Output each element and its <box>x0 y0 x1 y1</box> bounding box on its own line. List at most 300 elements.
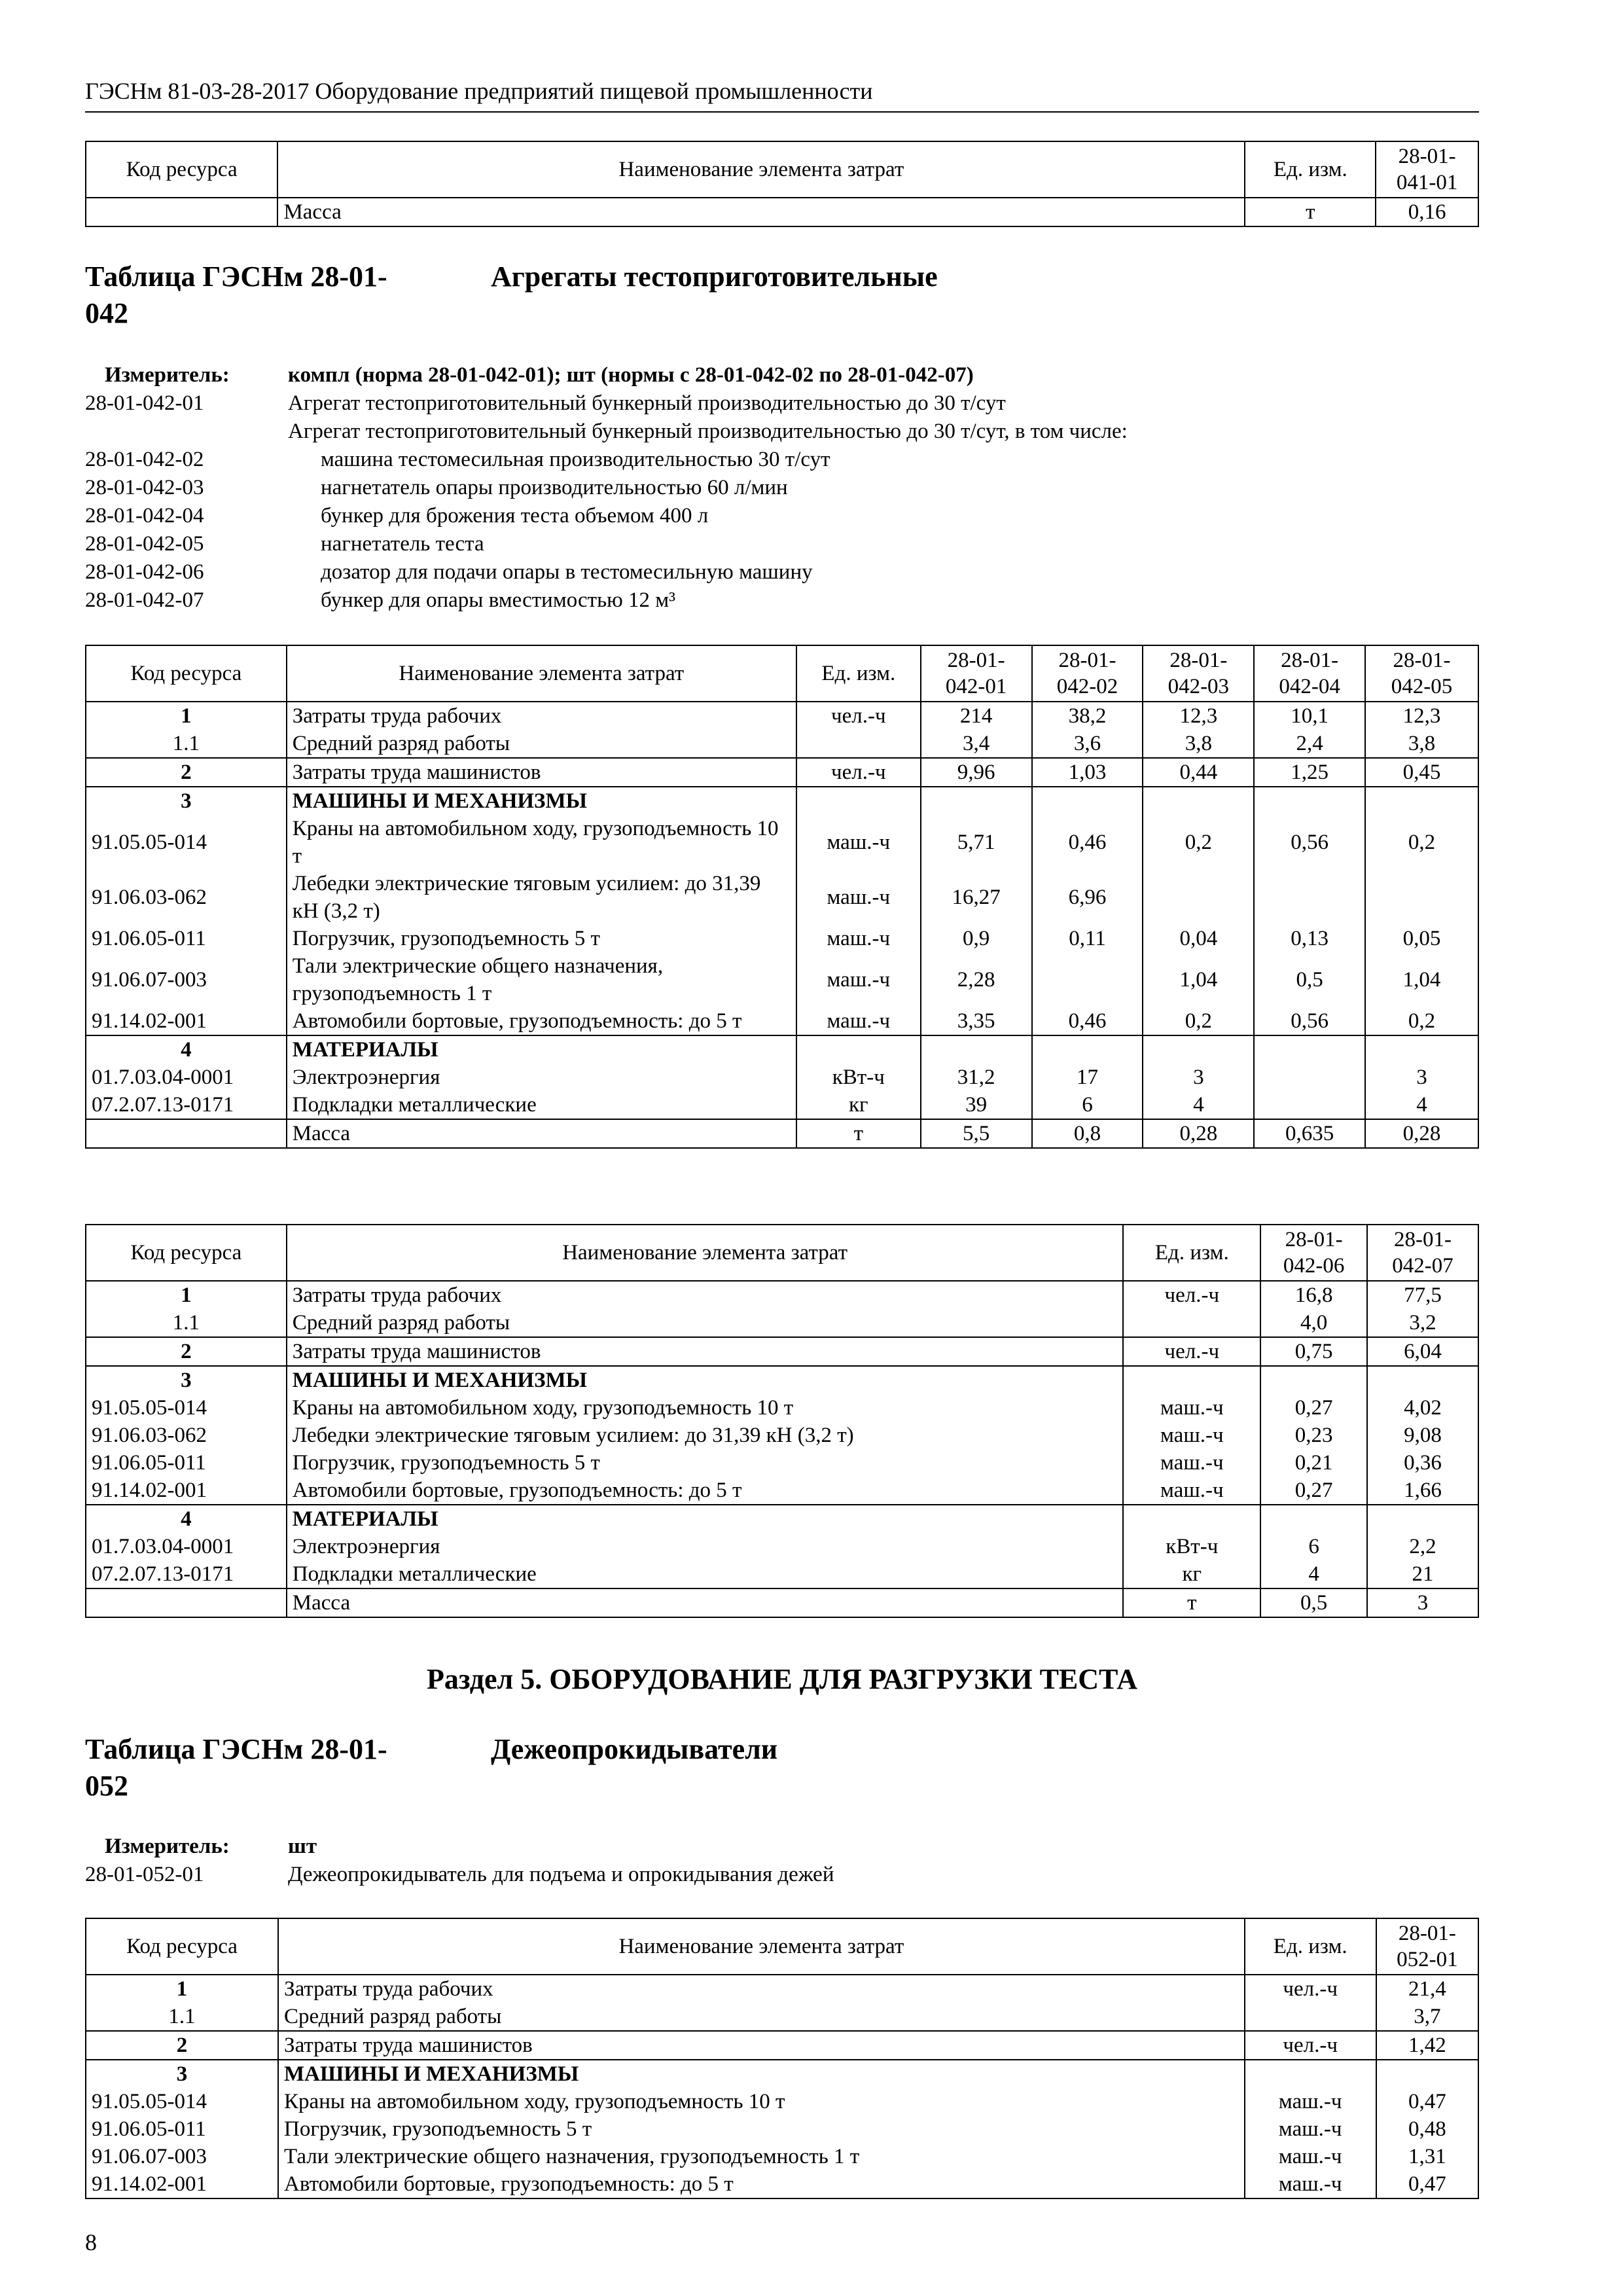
table-row <box>86 1588 1478 1617</box>
table-row <box>86 2003 1478 2031</box>
cost-element-name: МАТЕРИАЛЫ <box>287 1035 796 1064</box>
resource-code: 2 <box>86 1337 287 1366</box>
norm-value: 3,8 <box>1143 730 1254 758</box>
unit: чел.-ч <box>1245 1975 1376 2003</box>
table-052 <box>85 1918 1479 2199</box>
unit <box>1245 2003 1376 2031</box>
resource-code: 1 <box>86 1975 278 2003</box>
table-row <box>86 702 1478 730</box>
cost-element-name: Затраты труда машинистов <box>278 2031 1245 2060</box>
norm-value: 0,27 <box>1260 1394 1367 1422</box>
cost-element-name: Тали электрические общего назначения, грузоподъемность 1 т <box>287 952 796 1007</box>
unit <box>796 730 921 758</box>
norm-value: 0,48 <box>1376 2115 1478 2143</box>
cost-element-name: Подкладки металлические <box>287 1091 796 1119</box>
table-row <box>86 1337 1478 1366</box>
norm-value <box>1376 2060 1478 2088</box>
norm-value: 3,4 <box>921 730 1032 758</box>
resource-code: 91.06.07-003 <box>86 952 287 1007</box>
col-unit-header: Ед. изм. <box>1245 141 1376 198</box>
resource-code: 91.14.02-001 <box>86 1007 287 1035</box>
resource-code: 91.06.03-062 <box>86 1422 287 1449</box>
cost-element-name: Автомобили бортовые, грузоподъемность: до 5 т <box>287 1007 796 1035</box>
cost-element-name: Лебедки электрические тяговым усилием: до 31,39 кН (3,2 т) <box>287 870 796 925</box>
table-row <box>86 1119 1478 1148</box>
norm-value: 77,5 <box>1367 1281 1478 1309</box>
norm-value: 1,03 <box>1032 758 1143 787</box>
norm-value: 17 <box>1032 1064 1143 1091</box>
col-unit-header: Ед. изм. <box>1245 1918 1376 1975</box>
norm-value <box>1254 870 1365 925</box>
measure-value: шт <box>288 1835 317 1858</box>
table-row <box>86 1560 1478 1588</box>
resource-code: 91.06.05-011 <box>86 1449 287 1477</box>
table-row <box>86 952 1478 1007</box>
norm-description: бункер для брожения теста объемом 400 л <box>321 504 709 528</box>
table-title-052 <box>85 1731 778 1804</box>
norm-value: 0,5 <box>1254 952 1365 1007</box>
norm-value: 0,44 <box>1143 758 1254 787</box>
norm-value: 3 <box>1365 1064 1478 1091</box>
cost-element-name: Автомобили бортовые, грузоподъемность: до 5 т <box>287 1477 1124 1505</box>
table-row <box>86 2143 1478 2170</box>
table-row <box>86 1422 1478 1449</box>
cost-element-name: Погрузчик, грузоподъемность 5 т <box>278 2115 1245 2143</box>
cost-element-name: Краны на автомобильном ходу, грузоподъемность 10 т <box>278 2088 1245 2115</box>
resource-code: 2 <box>86 2031 278 2060</box>
norm-value: 0,13 <box>1254 925 1365 952</box>
unit <box>1123 1309 1260 1337</box>
norm-value: 12,3 <box>1365 702 1478 730</box>
norm-description: нагнетатель опары производительностью 60 л/мин <box>321 476 788 499</box>
cost-element-name: Краны на автомобильном ходу, грузоподъемность 10 т <box>287 1394 1124 1422</box>
table-row <box>86 758 1478 787</box>
unit: кг <box>796 1091 921 1119</box>
table-041-continuation <box>85 141 1479 227</box>
unit: т <box>796 1119 921 1148</box>
measure-block-052 <box>85 1833 1479 1889</box>
table-row <box>86 1394 1478 1422</box>
norm-value: 16,8 <box>1260 1281 1367 1309</box>
resource-code: 3 <box>86 2060 278 2088</box>
unit: чел.-ч <box>1245 2031 1376 2060</box>
norm-description: Агрегат тестоприготовительный бункерный производительностью до 30 т/сут <box>288 391 1006 415</box>
norm-description: машина тестомесильная производительностью 30 т/сут <box>321 448 830 471</box>
measure-value: компл (норма 28-01-042-01); шт (нормы с 28-01-042-02 по 28-01-042-07) <box>288 363 974 387</box>
unit: кг <box>1123 1560 1260 1588</box>
unit: маш.-ч <box>1245 2143 1376 2170</box>
norm-value: 6,96 <box>1032 870 1143 925</box>
unit: маш.-ч <box>1245 2088 1376 2115</box>
cost-element-name: Краны на автомобильном ходу, грузоподъемность 10 т <box>287 815 796 870</box>
norm-code: 28-01-042-07 <box>85 588 204 612</box>
norm-value <box>1254 787 1365 815</box>
norm-value: 0,28 <box>1365 1119 1478 1148</box>
norm-code: 28-01-042-03 <box>85 476 204 499</box>
table-row <box>86 1505 1478 1533</box>
norm-value <box>1032 1035 1143 1064</box>
norm-value: 6 <box>1260 1533 1367 1560</box>
norm-value: 0,04 <box>1143 925 1254 952</box>
norm-value: 0,2 <box>1143 1007 1254 1035</box>
table-row <box>86 2060 1478 2088</box>
cost-element-name: МАШИНЫ И МЕХАНИЗМЫ <box>287 1366 1124 1394</box>
unit: чел.-ч <box>796 702 921 730</box>
resource-code: 1.1 <box>86 730 287 758</box>
norm-value: 4 <box>1260 1560 1367 1588</box>
unit <box>1245 2060 1376 2088</box>
measure-label: Измеритель: <box>105 363 230 387</box>
norm-value: 31,2 <box>921 1064 1032 1091</box>
norm-code: 28-01-042-05 <box>85 532 204 556</box>
cost-element-name: Средний разряд работы <box>287 730 796 758</box>
norm-value: 0,2 <box>1143 815 1254 870</box>
table-row <box>86 2088 1478 2115</box>
col-name-header: Наименование элемента затрат <box>287 645 796 702</box>
unit: маш.-ч <box>1245 2170 1376 2198</box>
norm-value <box>1260 1366 1367 1394</box>
cost-element-name: Тали электрические общего назначения, грузоподъемность 1 т <box>278 2143 1245 2170</box>
norm-value <box>1143 1035 1254 1064</box>
unit: маш.-ч <box>796 925 921 952</box>
norm-value: 0,45 <box>1365 758 1478 787</box>
measure-norm-row <box>85 446 1479 474</box>
unit: маш.-ч <box>1123 1394 1260 1422</box>
norm-value: 4 <box>1143 1091 1254 1119</box>
norm-value: 0,56 <box>1254 815 1365 870</box>
norm-value: 39 <box>921 1091 1032 1119</box>
norm-value: 0,9 <box>921 925 1032 952</box>
resource-code: 3 <box>86 787 287 815</box>
norm-value: 214 <box>921 702 1032 730</box>
norm-value: 4,02 <box>1367 1394 1478 1422</box>
norm-code: 28-01-042-06 <box>85 560 204 584</box>
norm-value <box>1143 787 1254 815</box>
col-name-header: Наименование элемента затрат <box>277 141 1245 198</box>
table-title-name: Агрегаты тестоприготовительные <box>491 260 938 293</box>
norm-value: 5,71 <box>921 815 1032 870</box>
unit: чел.-ч <box>796 758 921 787</box>
cost-element-name: Затраты труда машинистов <box>287 1337 1124 1366</box>
resource-code: 3 <box>86 1366 287 1394</box>
norm-value <box>1367 1505 1478 1533</box>
table-row <box>86 815 1478 870</box>
norm-value: 0,5 <box>1260 1588 1367 1617</box>
norm-value: 0,05 <box>1365 925 1478 952</box>
norm-code: 28-01-042-01 <box>85 391 204 415</box>
norm-value <box>1143 870 1254 925</box>
norm-value <box>1254 1035 1365 1064</box>
measure-norm-row <box>85 502 1479 530</box>
unit <box>1123 1366 1260 1394</box>
norm-value: 0,11 <box>1032 925 1143 952</box>
resource-code: 4 <box>86 1505 287 1533</box>
norm-value: 0,2 <box>1365 1007 1478 1035</box>
table-title-number-tail: 052 <box>85 1770 128 1802</box>
resource-code: 1 <box>86 702 287 730</box>
measure-norm-row <box>85 530 1479 558</box>
norm-value: 0,46 <box>1032 1007 1143 1035</box>
cost-element-name: МАШИНЫ И МЕХАНИЗМЫ <box>287 787 796 815</box>
col-norm-header: 28-01- 042-06 <box>1260 1225 1367 1281</box>
table-row <box>86 1309 1478 1337</box>
resource-code: 2 <box>86 758 287 787</box>
norm-value: 16,27 <box>921 870 1032 925</box>
measure-norm-row <box>85 474 1479 502</box>
norm-value: 21 <box>1367 1560 1478 1588</box>
unit: маш.-ч <box>1245 2115 1376 2143</box>
norm-value: 3 <box>1143 1064 1254 1091</box>
resource-code: 91.14.02-001 <box>86 1477 287 1505</box>
unit: маш.-ч <box>1123 1422 1260 1449</box>
norm-value: 3,35 <box>921 1007 1032 1035</box>
col-norm-header: 28-01- 042-07 <box>1367 1225 1478 1281</box>
unit <box>796 1035 921 1064</box>
table-row <box>86 2115 1478 2143</box>
resource-code <box>86 1119 287 1148</box>
norm-value <box>1365 787 1478 815</box>
table-row <box>86 730 1478 758</box>
cost-element-name: Затраты труда машинистов <box>287 758 796 787</box>
cost-element-name: Затраты труда рабочих <box>287 702 796 730</box>
table-row <box>86 925 1478 952</box>
mass-label: Масса <box>277 198 1245 226</box>
col-norm-header: 28-01- 042-05 <box>1365 645 1478 702</box>
cost-element-name: Погрузчик, грузоподъемность 5 т <box>287 925 796 952</box>
table-row <box>86 1975 1478 2003</box>
cost-element-name: Подкладки металлические <box>287 1560 1124 1588</box>
table-title-number: Таблица ГЭСНм 28-01- <box>85 1733 387 1765</box>
norm-value: 38,2 <box>1032 702 1143 730</box>
unit: маш.-ч <box>1123 1449 1260 1477</box>
norm-code: 28-01-042-04 <box>85 504 204 528</box>
table-row <box>86 1007 1478 1035</box>
norm-value: 0,21 <box>1260 1449 1367 1477</box>
norm-value: 0,47 <box>1376 2088 1478 2115</box>
norm-value: 3,2 <box>1367 1309 1478 1337</box>
table-row <box>86 2170 1478 2198</box>
resource-code: 91.05.05-014 <box>86 815 287 870</box>
norm-value: 0,27 <box>1260 1477 1367 1505</box>
norm-value: 1,42 <box>1376 2031 1478 2060</box>
table-042-part1 <box>85 645 1479 1149</box>
col-name-header: Наименование элемента затрат <box>287 1225 1124 1281</box>
norm-value <box>1032 952 1143 1007</box>
norm-value: 12,3 <box>1143 702 1254 730</box>
norm-value: 4 <box>1365 1091 1478 1119</box>
cost-element-name: Электроэнергия <box>287 1064 796 1091</box>
resource-code: 91.05.05-014 <box>86 1394 287 1422</box>
norm-value <box>1254 1064 1365 1091</box>
col-unit-header: Ед. изм. <box>796 645 921 702</box>
norm-value: 10,1 <box>1254 702 1365 730</box>
norm-value <box>1365 1035 1478 1064</box>
norm-code: 28-01-042-02 <box>85 448 204 471</box>
col-norm-header: 28-01- 052-01 <box>1376 1918 1478 1975</box>
norm-value: 2,2 <box>1367 1533 1478 1560</box>
table-row <box>86 787 1478 815</box>
measure-norm-row <box>85 1861 1479 1889</box>
col-code-header: Код ресурса <box>86 1225 287 1281</box>
resource-code: 01.7.03.04-0001 <box>86 1533 287 1560</box>
norm-value <box>1260 1505 1367 1533</box>
resource-code: 07.2.07.13-0171 <box>86 1091 287 1119</box>
unit: чел.-ч <box>1123 1281 1260 1309</box>
unit: маш.-ч <box>796 870 921 925</box>
col-unit-header: Ед. изм. <box>1123 1225 1260 1281</box>
cost-element-name: Автомобили бортовые, грузоподъемность: до 5 т <box>278 2170 1245 2198</box>
norm-value: 0,8 <box>1032 1119 1143 1148</box>
table-row <box>86 1035 1478 1064</box>
resource-code: 91.05.05-014 <box>86 2088 278 2115</box>
col-code-header: Код ресурса <box>86 645 287 702</box>
norm-value: 3 <box>1367 1588 1478 1617</box>
resource-code: 91.06.03-062 <box>86 870 287 925</box>
norm-description: Дежеопрокидыватель для подъема и опрокидывания дежей <box>288 1863 834 1886</box>
norm-description: Агрегат тестоприготовительный бункерный производительностью до 30 т/сут, в том числе: <box>288 420 1128 443</box>
norm-value: 4,0 <box>1260 1309 1367 1337</box>
unit: маш.-ч <box>796 952 921 1007</box>
table-042-part2 <box>85 1224 1479 1618</box>
cost-element-name: Масса <box>287 1588 1124 1617</box>
resource-code: 91.06.07-003 <box>86 2143 278 2170</box>
unit: кВт-ч <box>1123 1533 1260 1560</box>
cost-element-name: Средний разряд работы <box>278 2003 1245 2031</box>
norm-value: 6,04 <box>1367 1337 1478 1366</box>
norm-code: 28-01-052-01 <box>85 1863 204 1886</box>
norm-value: 3,6 <box>1032 730 1143 758</box>
norm-value: 0,47 <box>1376 2170 1478 2198</box>
col-norm-header: 28-01- 041-01 <box>1376 141 1478 198</box>
table-cell <box>86 198 277 226</box>
norm-value <box>1032 787 1143 815</box>
norm-description: дозатор для подачи опары в тестомесильную машину <box>321 560 813 584</box>
mass-unit: т <box>1245 198 1376 226</box>
running-header: ГЭСНм 81-03-28-2017 Оборудование предприятий пищевой промышленности <box>85 77 1479 113</box>
table-title-number-tail: 042 <box>85 297 128 329</box>
norm-value <box>921 1035 1032 1064</box>
cost-element-name: Средний разряд работы <box>287 1309 1124 1337</box>
norm-value: 1,25 <box>1254 758 1365 787</box>
unit <box>796 787 921 815</box>
col-norm-header: 28-01- 042-01 <box>921 645 1032 702</box>
cost-element-name: Электроэнергия <box>287 1533 1124 1560</box>
resource-code: 07.2.07.13-0171 <box>86 1560 287 1588</box>
cost-element-name: МАШИНЫ И МЕХАНИЗМЫ <box>278 2060 1245 2088</box>
norm-value: 21,4 <box>1376 1975 1478 2003</box>
unit: кВт-ч <box>796 1064 921 1091</box>
norm-value: 0,2 <box>1365 815 1478 870</box>
unit: маш.-ч <box>796 1007 921 1035</box>
norm-value: 5,5 <box>921 1119 1032 1148</box>
cost-element-name: Лебедки электрические тяговым усилием: до 31,39 кН (3,2 т) <box>287 1422 1124 1449</box>
norm-value: 0,56 <box>1254 1007 1365 1035</box>
table-row <box>86 1366 1478 1394</box>
norm-value <box>921 787 1032 815</box>
measure-label: Измеритель: <box>105 1835 230 1858</box>
section-heading: Раздел 5. ОБОРУДОВАНИЕ ДЛЯ РАЗГРУЗКИ ТЕСТА <box>427 1663 1137 1695</box>
col-name-header: Наименование элемента затрат <box>278 1918 1245 1975</box>
norm-value: 9,96 <box>921 758 1032 787</box>
col-norm-header: 28-01- 042-04 <box>1254 645 1365 702</box>
col-code-header: Код ресурса <box>86 141 277 198</box>
table-title-042 <box>85 259 938 332</box>
norm-value: 3,8 <box>1365 730 1478 758</box>
table-row <box>86 1449 1478 1477</box>
norm-code <box>85 418 288 446</box>
unit: маш.-ч <box>1123 1477 1260 1505</box>
table-row <box>86 1064 1478 1091</box>
norm-value: 2,28 <box>921 952 1032 1007</box>
norm-value: 9,08 <box>1367 1422 1478 1449</box>
col-norm-header: 28-01- 042-02 <box>1032 645 1143 702</box>
table-row <box>86 870 1478 925</box>
cost-element-name: МАТЕРИАЛЫ <box>287 1505 1124 1533</box>
table-row <box>86 2031 1478 2060</box>
norm-value: 1,04 <box>1143 952 1254 1007</box>
norm-value: 0,28 <box>1143 1119 1254 1148</box>
cost-element-name: Затраты труда рабочих <box>287 1281 1124 1309</box>
norm-value: 0,46 <box>1032 815 1143 870</box>
norm-value: 0,635 <box>1254 1119 1365 1148</box>
measure-norm-row <box>85 558 1479 586</box>
norm-value <box>1254 1091 1365 1119</box>
col-code-header: Код ресурса <box>86 1918 278 1975</box>
resource-code: 91.06.05-011 <box>86 2115 278 2143</box>
measure-norm-row <box>85 586 1479 615</box>
norm-value: 6 <box>1032 1091 1143 1119</box>
norm-value: 0,75 <box>1260 1337 1367 1366</box>
norm-value: 3,7 <box>1376 2003 1478 2031</box>
norm-description: нагнетатель теста <box>321 532 484 556</box>
unit: т <box>1123 1588 1260 1617</box>
table-row <box>86 1533 1478 1560</box>
unit <box>1123 1505 1260 1533</box>
norm-value: 1,31 <box>1376 2143 1478 2170</box>
norm-value <box>1367 1366 1478 1394</box>
cost-element-name: Затраты труда рабочих <box>278 1975 1245 2003</box>
norm-value: 1,66 <box>1367 1477 1478 1505</box>
resource-code: 91.06.05-011 <box>86 925 287 952</box>
resource-code: 1.1 <box>86 1309 287 1337</box>
norm-value: 2,4 <box>1254 730 1365 758</box>
resource-code: 4 <box>86 1035 287 1064</box>
resource-code: 1 <box>86 1281 287 1309</box>
norm-value: 1,04 <box>1365 952 1478 1007</box>
table-title-number: Таблица ГЭСНм 28-01- <box>85 260 387 293</box>
measure-norm-row <box>85 389 1479 418</box>
unit: маш.-ч <box>796 815 921 870</box>
resource-code: 1.1 <box>86 2003 278 2031</box>
cost-element-name: Масса <box>287 1119 796 1148</box>
table-row <box>86 1281 1478 1309</box>
cost-element-name: Погрузчик, грузоподъемность 5 т <box>287 1449 1124 1477</box>
norm-value: 0,23 <box>1260 1422 1367 1449</box>
norm-description: бункер для опары вместимостью 12 м³ <box>321 588 676 612</box>
resource-code: 91.14.02-001 <box>86 2170 278 2198</box>
mass-value: 0,16 <box>1376 198 1478 226</box>
resource-code: 01.7.03.04-0001 <box>86 1064 287 1091</box>
table-row <box>86 1091 1478 1119</box>
col-norm-header: 28-01- 042-03 <box>1143 645 1254 702</box>
measure-norm-row <box>85 418 1479 446</box>
unit: чел.-ч <box>1123 1337 1260 1366</box>
measure-block-042 <box>85 361 1479 615</box>
page-number: 8 <box>85 2229 97 2255</box>
norm-value: 0,36 <box>1367 1449 1478 1477</box>
table-title-name: Дежеопрокидыватели <box>491 1733 778 1765</box>
table-row <box>86 1477 1478 1505</box>
